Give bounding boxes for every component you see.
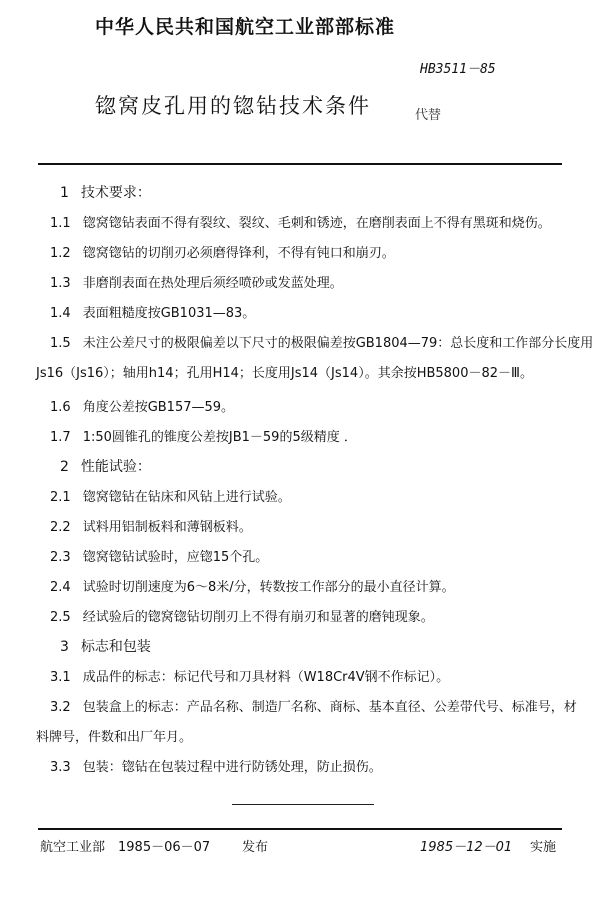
item-1-5: 1.5 未注公差尺寸的极限偏差以下尺寸的极限偏差按GB1804—79：总长度和工作部分长度用 — [50, 336, 594, 351]
header-divider — [38, 163, 562, 165]
item-3-2-continuation: 料牌号，件数和出厂年月。 — [36, 730, 193, 745]
item-3-3: 3.3 包装：锪钻在包装过程中进行防锈处理，防止损伤。 — [50, 760, 382, 775]
item-2-4: 2.4 试验时切削速度为6～8米/分，转数按工作部分的最小直径计算。 — [50, 580, 455, 595]
end-of-text-rule — [232, 804, 374, 805]
item-1-5-continuation: Js16（Js16）；轴用h14；孔用H14；长度用Js14（Js14）。其余按HB5800－82－Ⅲ。 — [36, 366, 533, 381]
item-1-6: 1.6 角度公差按GB157—59。 — [50, 400, 235, 415]
item-2-3: 2.3 锪窝锪钻试验时，应锪15个孔。 — [50, 550, 269, 565]
item-3-2: 3.2 包装盒上的标志：产品名称、制造厂名称、商标、基本直径、公差带代号、标准号，材 — [50, 700, 577, 715]
item-2-1: 2.1 锪窝锪钻在钻床和风钻上进行试验。 — [50, 490, 291, 505]
footer-effective-label: 实施 — [530, 840, 557, 855]
item-1-3: 1.3 非磨削表面在热处理后须经喷砂或发蓝处理。 — [50, 276, 343, 291]
document-title: 锪窝皮孔用的锪钻技术条件 — [95, 94, 371, 118]
section-3-heading: 3 标志和包装 — [60, 639, 151, 655]
replaces-label: 代替 — [415, 108, 442, 123]
footer-issued-label: 发布 — [242, 840, 269, 855]
item-1-1: 1.1 锪窝锪钻表面不得有裂纹、裂纹、毛刺和锈迹，在磨削表面上不得有黑斑和烧伤。 — [50, 216, 551, 231]
footer-issue-date: 1985－06－07 — [118, 840, 211, 855]
section-1-heading: 1 技术要求： — [60, 185, 151, 201]
item-1-4: 1.4 表面粗糙度按GB1031—83。 — [50, 306, 256, 321]
item-1-7: 1.7 1:50圆锥孔的锥度公差按JB1－59的5级精度 ． — [50, 430, 357, 445]
footer-effective-date: 1985－12－01 — [420, 840, 513, 855]
item-2-5: 2.5 经试验后的锪窝锪钻切削刃上不得有崩刃和显著的磨钝现象。 — [50, 610, 434, 625]
footer-divider — [38, 828, 562, 830]
section-2-heading: 2 性能试验： — [60, 459, 151, 475]
standard-number: HB3511－85 — [420, 62, 496, 77]
item-3-1: 3.1 成品件的标志：标记代号和刀具材料（W18Cr4V钢不作标记）。 — [50, 670, 450, 685]
item-2-2: 2.2 试料用铝制板料和薄钢板料。 — [50, 520, 252, 535]
item-1-2: 1.2 锪窝锪钻的切削刃必须磨得锋利，不得有钝口和崩刃。 — [50, 246, 395, 261]
footer-issuer: 航空工业部 — [40, 840, 106, 855]
issuing-organization: 中华人民共和国航空工业部部标准 — [95, 16, 396, 38]
